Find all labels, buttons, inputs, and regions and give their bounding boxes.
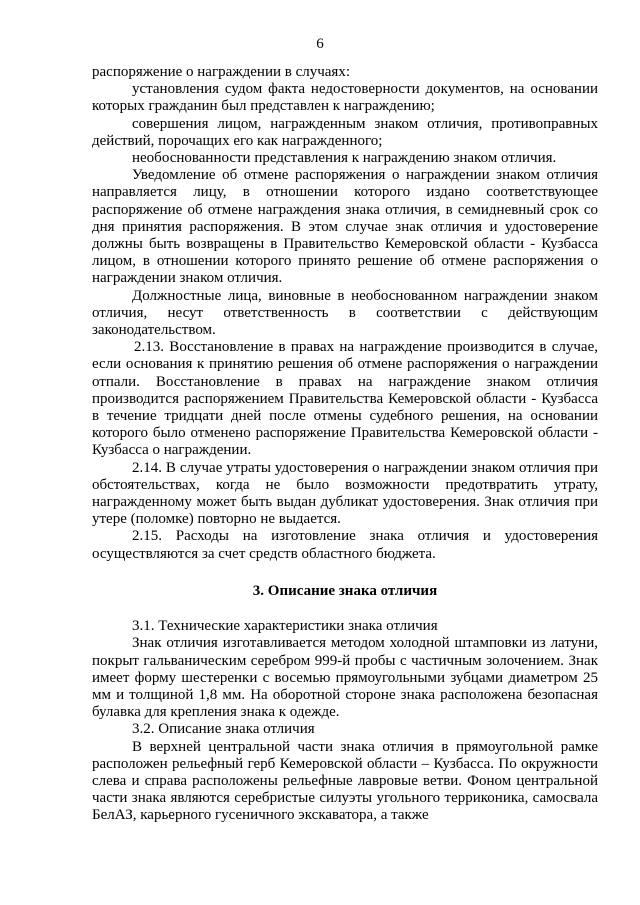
page-number: 6 xyxy=(316,36,324,52)
paragraph: 2.14. В случае утраты удостоверения о награждении знаком отличия при обстоятельствах, когда не было возможности предотвратить утрату, награжденному может быть выдан дубликат удостоверения. Знак отличия при утере (поломке) повторно не выдается. xyxy=(92,459,598,528)
paragraph: Уведомление об отмене распоряжения о награждении знаком отличия направляется лицу, в отношении которого издано соответствующее распоряжение об отмене награждения знака отличия, в семидневный срок со дня принятия распоряжения. В этом случае знак отличия и удостоверение должны быть возвращены в Правительство Кемеровской области - Кузбасса лицом, в отношении которого принято решение об отмене распоряжения о награждении знаком отличия. xyxy=(92,167,598,287)
paragraph: совершения лицом, награжденным знаком отличия, противоправных действий, порочащих его как награжденного; xyxy=(92,115,598,149)
paragraph: В верхней центральной части знака отличия в прямоугольной рамке расположен рельефный герб Кемеровской области – Кузбасса. По окружности слева и справа расположены рельефные лавровые ветви. Фоном центральной части знака являются серебристые силуэты угольного терриконика, самосвала БелАЗ, карьерного гусеничного экскаватора, а также xyxy=(92,738,598,824)
paragraph: 3.2. Описание знака отличия xyxy=(132,721,315,738)
paragraph: Должностные лица, виновные в необоснованном награждении знаком отличия, несут ответственность в соответствии с действующим законодательством. xyxy=(92,287,598,339)
document-body xyxy=(92,64,598,825)
paragraph: необоснованности представления к награждению знаком отличия. xyxy=(132,150,557,167)
section-heading: 3. Описание знака отличия xyxy=(252,582,438,599)
paragraph: 2.15. Расходы на изготовление знака отличия и удостоверения осуществляются за счет средств областного бюджета. xyxy=(92,528,598,562)
paragraph: Знак отличия изготавливается методом холодной штамповки из латуни, покрыт гальваническим серебром 999-й пробы с частичным золочением. Знак имеет форму шестеренки с восемью прямоугольными зубцами диаметром 25 мм и толщиной 1,8 мм. На оборотной стороне знака расположена безопасная булавка для крепления знака к одежде. xyxy=(92,635,598,721)
paragraph: распоряжение о награждении в случаях: xyxy=(92,64,351,80)
paragraph: установления судом факта недостоверности документов, на основании которых гражданин был представлен к награждению; xyxy=(92,81,598,115)
paragraph: 3.1. Технические характеристики знака отличия xyxy=(132,618,438,635)
paragraph: 2.13. Восстановление в правах на награждение производится в случае, если основания к принятию решения об отмене распоряжения о награждении отпали. Восстановление в правах на награждение знаком отличия производится распоряжением Правительства Кемеровской области - Кузбасса в течение тридцати дней после отмены судебного решения, на основании которого было отменено распоряжение Правительства Кемеровской области - Кузбасса о награждении. xyxy=(92,339,598,459)
